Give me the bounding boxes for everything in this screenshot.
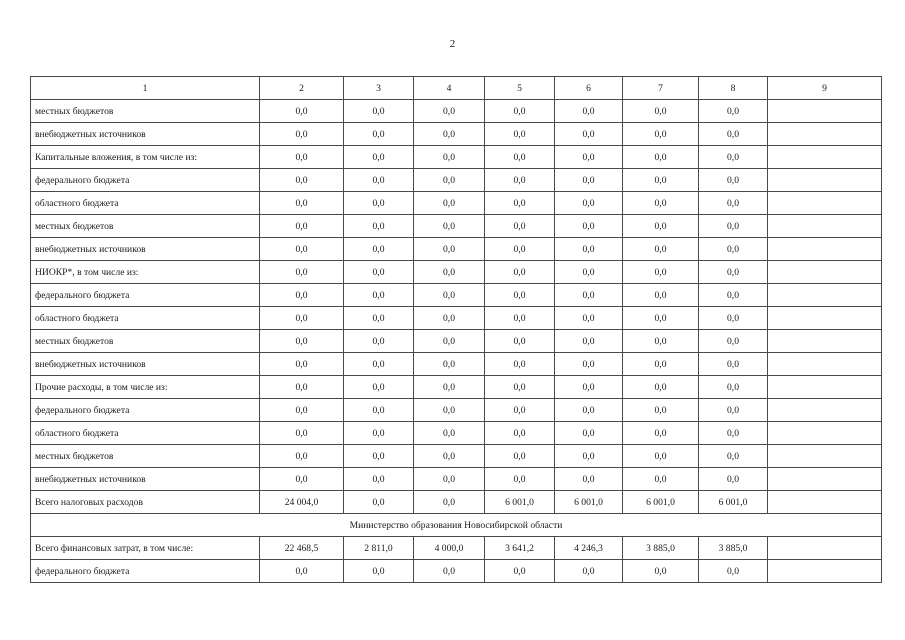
cell-col-8: 0,0 — [699, 146, 768, 169]
row-label: местных бюджетов — [31, 445, 260, 468]
section-title: Министерство образования Новосибирской области — [31, 514, 882, 537]
cell-col-4: 0,0 — [414, 491, 485, 514]
cell-col-3: 0,0 — [344, 468, 414, 491]
row-label: внебюджетных источников — [31, 353, 260, 376]
cell-col-3: 0,0 — [344, 422, 414, 445]
cell-col-3: 0,0 — [344, 307, 414, 330]
cell-col-3: 0,0 — [344, 376, 414, 399]
cell-col-6: 0,0 — [555, 261, 623, 284]
table-body — [31, 100, 882, 583]
cell-col-2: 0,0 — [260, 261, 344, 284]
cell-col-7: 0,0 — [623, 146, 699, 169]
cell-col-2: 0,0 — [260, 215, 344, 238]
cell-col-5: 0,0 — [485, 169, 555, 192]
cell-col-5: 0,0 — [485, 261, 555, 284]
cell-col-5: 0,0 — [485, 399, 555, 422]
table-row — [31, 215, 882, 238]
cell-col-8: 0,0 — [699, 330, 768, 353]
table-row — [31, 284, 882, 307]
row-label: федерального бюджета — [31, 284, 260, 307]
cell-col-2: 0,0 — [260, 238, 344, 261]
cell-col-7: 0,0 — [623, 169, 699, 192]
cell-col-9 — [768, 215, 882, 238]
cell-col-6: 0,0 — [555, 330, 623, 353]
cell-col-7: 0,0 — [623, 100, 699, 123]
cell-col-5: 0,0 — [485, 238, 555, 261]
cell-col-3: 0,0 — [344, 238, 414, 261]
cell-col-7: 0,0 — [623, 261, 699, 284]
cell-col-8: 6 001,0 — [699, 491, 768, 514]
row-label: внебюджетных источников — [31, 123, 260, 146]
cell-col-5: 0,0 — [485, 192, 555, 215]
cell-col-2: 0,0 — [260, 330, 344, 353]
cell-col-3: 0,0 — [344, 146, 414, 169]
cell-col-9 — [768, 560, 882, 583]
cell-col-7: 0,0 — [623, 560, 699, 583]
column-header-6: 6 — [555, 77, 623, 100]
cell-col-5: 0,0 — [485, 560, 555, 583]
cell-col-8: 0,0 — [699, 353, 768, 376]
table-row — [31, 376, 882, 399]
cell-col-7: 0,0 — [623, 284, 699, 307]
table-row — [31, 491, 882, 514]
cell-col-2: 0,0 — [260, 376, 344, 399]
table-row — [31, 261, 882, 284]
row-label: Всего налоговых расходов — [31, 491, 260, 514]
table-row — [31, 123, 882, 146]
cell-col-3: 0,0 — [344, 192, 414, 215]
cell-col-4: 0,0 — [414, 284, 485, 307]
cell-col-5: 0,0 — [485, 468, 555, 491]
row-label: Прочие расходы, в том числе из: — [31, 376, 260, 399]
cell-col-9 — [768, 330, 882, 353]
cell-col-7: 3 885,0 — [623, 537, 699, 560]
cell-col-4: 0,0 — [414, 353, 485, 376]
cell-col-7: 0,0 — [623, 422, 699, 445]
cell-col-6: 0,0 — [555, 307, 623, 330]
row-label: областного бюджета — [31, 422, 260, 445]
cell-col-4: 0,0 — [414, 146, 485, 169]
column-header-1: 1 — [31, 77, 260, 100]
cell-col-4: 0,0 — [414, 238, 485, 261]
cell-col-2: 0,0 — [260, 284, 344, 307]
column-header-2: 2 — [260, 77, 344, 100]
row-label: федерального бюджета — [31, 560, 260, 583]
cell-col-2: 0,0 — [260, 422, 344, 445]
cell-col-5: 3 641,2 — [485, 537, 555, 560]
cell-col-3: 0,0 — [344, 353, 414, 376]
cell-col-6: 0,0 — [555, 353, 623, 376]
column-header-row — [31, 77, 882, 100]
cell-col-5: 0,0 — [485, 146, 555, 169]
cell-col-8: 0,0 — [699, 215, 768, 238]
cell-col-6: 0,0 — [555, 284, 623, 307]
cell-col-6: 6 001,0 — [555, 491, 623, 514]
cell-col-2: 24 004,0 — [260, 491, 344, 514]
cell-col-4: 0,0 — [414, 376, 485, 399]
row-label: внебюджетных источников — [31, 468, 260, 491]
cell-col-7: 0,0 — [623, 192, 699, 215]
row-label: местных бюджетов — [31, 330, 260, 353]
column-header-4: 4 — [414, 77, 485, 100]
table-row — [31, 399, 882, 422]
cell-col-4: 0,0 — [414, 468, 485, 491]
cell-col-7: 0,0 — [623, 468, 699, 491]
row-label: местных бюджетов — [31, 100, 260, 123]
cell-col-5: 0,0 — [485, 330, 555, 353]
cell-col-9 — [768, 491, 882, 514]
cell-col-9 — [768, 376, 882, 399]
cell-col-9 — [768, 146, 882, 169]
row-label: Всего финансовых затрат, в том числе: — [31, 537, 260, 560]
cell-col-9 — [768, 284, 882, 307]
cell-col-6: 0,0 — [555, 468, 623, 491]
cell-col-3: 0,0 — [344, 491, 414, 514]
cell-col-3: 0,0 — [344, 330, 414, 353]
cell-col-9 — [768, 238, 882, 261]
budget-table — [30, 76, 882, 583]
cell-col-3: 0,0 — [344, 284, 414, 307]
cell-col-6: 4 246,3 — [555, 537, 623, 560]
cell-col-6: 0,0 — [555, 100, 623, 123]
table-row — [31, 445, 882, 468]
column-header-8: 8 — [699, 77, 768, 100]
cell-col-7: 0,0 — [623, 215, 699, 238]
cell-col-2: 0,0 — [260, 123, 344, 146]
table-row — [31, 146, 882, 169]
cell-col-4: 0,0 — [414, 445, 485, 468]
column-header-3: 3 — [344, 77, 414, 100]
cell-col-6: 0,0 — [555, 123, 623, 146]
cell-col-9 — [768, 399, 882, 422]
cell-col-9 — [768, 445, 882, 468]
cell-col-8: 0,0 — [699, 560, 768, 583]
cell-col-9 — [768, 422, 882, 445]
cell-col-5: 0,0 — [485, 353, 555, 376]
cell-col-6: 0,0 — [555, 445, 623, 468]
cell-col-8: 0,0 — [699, 284, 768, 307]
cell-col-6: 0,0 — [555, 146, 623, 169]
column-header-5: 5 — [485, 77, 555, 100]
cell-col-3: 0,0 — [344, 169, 414, 192]
cell-col-5: 0,0 — [485, 445, 555, 468]
cell-col-7: 0,0 — [623, 238, 699, 261]
row-label: Капитальные вложения, в том числе из: — [31, 146, 260, 169]
cell-col-8: 0,0 — [699, 399, 768, 422]
cell-col-6: 0,0 — [555, 238, 623, 261]
cell-col-4: 0,0 — [414, 192, 485, 215]
cell-col-9 — [768, 537, 882, 560]
row-label: местных бюджетов — [31, 215, 260, 238]
table-row — [31, 353, 882, 376]
cell-col-2: 0,0 — [260, 445, 344, 468]
table-row — [31, 307, 882, 330]
cell-col-3: 0,0 — [344, 123, 414, 146]
cell-col-5: 0,0 — [485, 100, 555, 123]
section-row — [31, 514, 882, 537]
cell-col-6: 0,0 — [555, 399, 623, 422]
cell-col-7: 0,0 — [623, 353, 699, 376]
cell-col-6: 0,0 — [555, 215, 623, 238]
row-label: областного бюджета — [31, 192, 260, 215]
cell-col-7: 6 001,0 — [623, 491, 699, 514]
cell-col-7: 0,0 — [623, 445, 699, 468]
cell-col-2: 0,0 — [260, 468, 344, 491]
cell-col-9 — [768, 192, 882, 215]
cell-col-8: 0,0 — [699, 192, 768, 215]
cell-col-9 — [768, 307, 882, 330]
row-label: НИОКР*, в том числе из: — [31, 261, 260, 284]
cell-col-7: 0,0 — [623, 376, 699, 399]
cell-col-5: 0,0 — [485, 284, 555, 307]
cell-col-5: 0,0 — [485, 307, 555, 330]
cell-col-9 — [768, 123, 882, 146]
cell-col-6: 0,0 — [555, 422, 623, 445]
cell-col-8: 0,0 — [699, 169, 768, 192]
cell-col-3: 0,0 — [344, 261, 414, 284]
cell-col-4: 0,0 — [414, 560, 485, 583]
row-label: областного бюджета — [31, 307, 260, 330]
cell-col-4: 0,0 — [414, 399, 485, 422]
cell-col-3: 0,0 — [344, 445, 414, 468]
table-row — [31, 560, 882, 583]
cell-col-2: 0,0 — [260, 560, 344, 583]
cell-col-3: 0,0 — [344, 215, 414, 238]
cell-col-8: 0,0 — [699, 261, 768, 284]
cell-col-4: 0,0 — [414, 215, 485, 238]
cell-col-8: 3 885,0 — [699, 537, 768, 560]
cell-col-8: 0,0 — [699, 468, 768, 491]
cell-col-5: 0,0 — [485, 422, 555, 445]
table-row — [31, 238, 882, 261]
cell-col-8: 0,0 — [699, 123, 768, 146]
cell-col-2: 22 468,5 — [260, 537, 344, 560]
cell-col-8: 0,0 — [699, 307, 768, 330]
cell-col-6: 0,0 — [555, 376, 623, 399]
cell-col-3: 0,0 — [344, 399, 414, 422]
cell-col-7: 0,0 — [623, 123, 699, 146]
cell-col-6: 0,0 — [555, 560, 623, 583]
column-header-7: 7 — [623, 77, 699, 100]
table-row — [31, 468, 882, 491]
cell-col-2: 0,0 — [260, 353, 344, 376]
row-label: федерального бюджета — [31, 399, 260, 422]
cell-col-4: 4 000,0 — [414, 537, 485, 560]
cell-col-2: 0,0 — [260, 192, 344, 215]
cell-col-8: 0,0 — [699, 238, 768, 261]
table-row — [31, 422, 882, 445]
cell-col-7: 0,0 — [623, 330, 699, 353]
table-row — [31, 169, 882, 192]
row-label: федерального бюджета — [31, 169, 260, 192]
cell-col-4: 0,0 — [414, 261, 485, 284]
cell-col-9 — [768, 261, 882, 284]
cell-col-5: 0,0 — [485, 215, 555, 238]
cell-col-2: 0,0 — [260, 146, 344, 169]
cell-col-4: 0,0 — [414, 169, 485, 192]
cell-col-2: 0,0 — [260, 307, 344, 330]
cell-col-5: 0,0 — [485, 376, 555, 399]
cell-col-4: 0,0 — [414, 330, 485, 353]
cell-col-3: 0,0 — [344, 560, 414, 583]
cell-col-9 — [768, 353, 882, 376]
cell-col-7: 0,0 — [623, 399, 699, 422]
page-number: 2 — [449, 38, 456, 50]
cell-col-9 — [768, 468, 882, 491]
cell-col-7: 0,0 — [623, 307, 699, 330]
cell-col-4: 0,0 — [414, 123, 485, 146]
table-row — [31, 537, 882, 560]
cell-col-6: 0,0 — [555, 169, 623, 192]
cell-col-3: 0,0 — [344, 100, 414, 123]
cell-col-3: 2 811,0 — [344, 537, 414, 560]
cell-col-2: 0,0 — [260, 399, 344, 422]
cell-col-5: 0,0 — [485, 123, 555, 146]
cell-col-9 — [768, 100, 882, 123]
cell-col-6: 0,0 — [555, 192, 623, 215]
table-row — [31, 100, 882, 123]
table-row — [31, 330, 882, 353]
cell-col-4: 0,0 — [414, 422, 485, 445]
cell-col-5: 6 001,0 — [485, 491, 555, 514]
cell-col-4: 0,0 — [414, 307, 485, 330]
table-row — [31, 192, 882, 215]
cell-col-8: 0,0 — [699, 445, 768, 468]
cell-col-9 — [768, 169, 882, 192]
column-header-9: 9 — [768, 77, 882, 100]
cell-col-8: 0,0 — [699, 100, 768, 123]
cell-col-4: 0,0 — [414, 100, 485, 123]
cell-col-8: 0,0 — [699, 422, 768, 445]
cell-col-2: 0,0 — [260, 100, 344, 123]
row-label: внебюджетных источников — [31, 238, 260, 261]
cell-col-8: 0,0 — [699, 376, 768, 399]
cell-col-2: 0,0 — [260, 169, 344, 192]
